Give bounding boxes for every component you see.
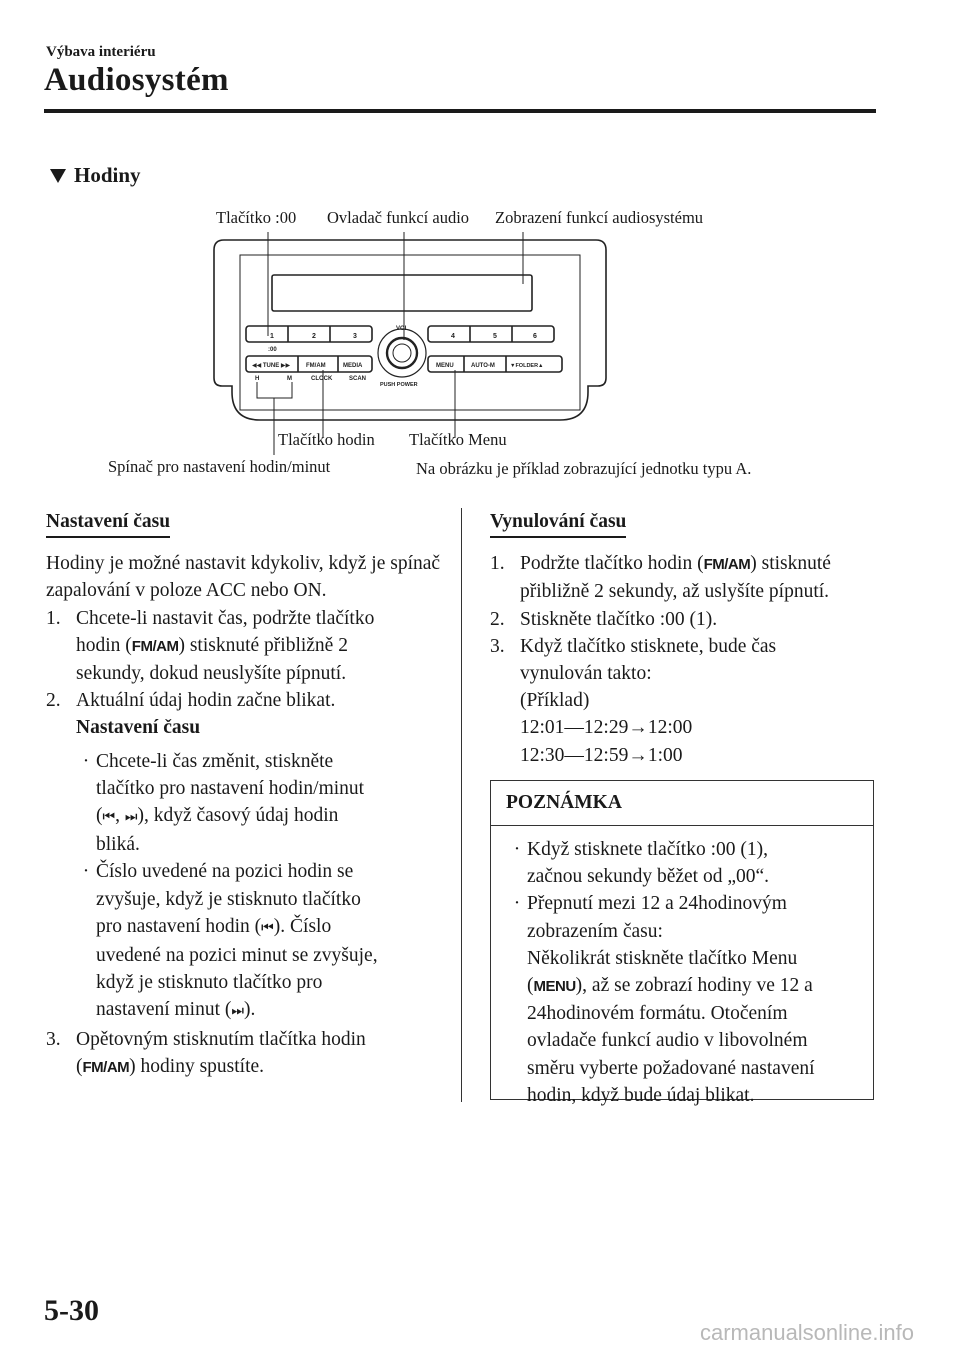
reset-step-2 <box>490 606 890 633</box>
tune-label: ◀◀ TUNE ▶▶ <box>252 363 291 369</box>
step-text: ) stisknuté přibližně 2 <box>178 634 348 656</box>
step-text: 12:30―12:59→1:00 <box>520 744 683 766</box>
note-text: Přepnutí mezi 12 a 24hodinovým <box>527 893 787 915</box>
left-column <box>46 508 446 1081</box>
sub-label-clock: CLOCK <box>311 376 333 382</box>
fm-am-label: FM/AM <box>306 363 326 369</box>
note-text: ovladače funkcí audio v libovolném <box>527 1030 808 1052</box>
bullet-text: zvyšuje, když je stisknuto tlačítko <box>96 888 361 910</box>
step-text: ) hodiny spustíte. <box>129 1055 265 1077</box>
bullet-text: tlačítko pro nastavení hodin/minut <box>96 777 365 799</box>
bullet-dot-icon: · <box>513 839 521 860</box>
note-text: ( <box>527 975 534 997</box>
callout-hour-minute-switch: Spínač pro nastavení hodin/minut <box>108 457 331 476</box>
right-subheading: Vynulování času <box>490 508 626 538</box>
section-label: Výbava interiéru <box>46 44 156 60</box>
preset-4-label: 4 <box>451 333 455 340</box>
step-text: přibližně 2 sekundy, až uslyšíte pípnutí. <box>520 581 830 603</box>
bullet-dot-icon: · <box>82 861 90 883</box>
preset-3-label: 3 <box>353 333 357 340</box>
fm-am-key-icon: FM/AM <box>703 556 751 574</box>
bullet-text: ). <box>244 999 256 1021</box>
step-text: Stiskněte tlačítko :00 (1). <box>520 608 718 630</box>
sub-label-scan: SCAN <box>349 376 367 382</box>
bullet-text: nastavení minut ( <box>96 999 232 1021</box>
step-number: 1. <box>490 553 505 575</box>
step-text: ) stisknuté <box>750 553 831 575</box>
step-text: Aktuální údaj hodin začne blikat. <box>76 690 336 712</box>
step-text: Podržte tlačítko hodin ( <box>520 553 704 575</box>
audio-unit-illustration <box>0 0 960 500</box>
step-text: (Příklad) <box>520 690 590 712</box>
auto-m-label: AUTO-M <box>471 363 495 369</box>
bullet-dot-icon: · <box>82 750 90 772</box>
bullet-text: když je stisknuto tlačítko pro <box>96 972 323 994</box>
intro-paragraph: Hodiny je možné nastavit kdykoliv, když je spínač zapalování v poloze ACC nebo ON. <box>46 553 441 602</box>
sub-label-00: :00 <box>268 347 277 353</box>
media-label: MEDIA <box>343 363 363 369</box>
push-power-label: PUSH POWER <box>380 382 418 388</box>
callout-audio-knob: Ovladač funkcí audio <box>327 208 470 227</box>
bullet-text: ), když časový údaj hodin <box>137 805 339 827</box>
note-text: Když stisknete tlačítko :00 (1), <box>527 839 768 860</box>
bullet-text: uvedené na pozici minut se zvyšuje, <box>96 945 378 967</box>
section-heading-text: Hodiny <box>74 163 141 187</box>
step-text: Opětovným stisknutím tlačítka hodin <box>76 1028 366 1050</box>
step-number: 2. <box>490 608 505 630</box>
note-bullet <box>491 836 863 890</box>
vol-label: VOL <box>396 326 409 332</box>
step-3 <box>46 1026 446 1081</box>
reset-step-3 <box>490 633 890 769</box>
note-box <box>490 780 874 1106</box>
bullet-dot-icon: · <box>513 893 521 915</box>
sub-label-h: H <box>255 376 260 382</box>
fm-am-key-icon: FM/AM <box>131 637 179 655</box>
skip-back-icon: ⏮ <box>261 919 274 936</box>
menu-label: MENU <box>436 363 454 369</box>
skip-back-icon: ⏮ <box>102 809 116 826</box>
figure-caption: Na obrázku je příklad zobrazující jednotku typu A. <box>416 459 752 478</box>
step-2 <box>46 687 446 741</box>
step-text: sekundy, dokud neuslyšíte pípnutí. <box>76 663 347 685</box>
reset-step-1 <box>490 550 890 605</box>
page-number: 5-30 <box>44 1294 99 1327</box>
step-number: 3. <box>490 635 505 657</box>
preset-5-label: 5 <box>493 333 497 340</box>
note-bullet <box>491 890 863 1109</box>
note-text: hodin, když bude údaj blikat. <box>527 1084 755 1106</box>
sub-label-m: M <box>287 376 292 382</box>
step-text: 12:01―12:29→12:00 <box>520 717 693 739</box>
right-column <box>490 508 890 769</box>
preset-1-label: 1 <box>270 333 274 340</box>
step-text: hodin ( <box>76 634 132 656</box>
callout-audio-display: Zobrazení funkcí audiosystému <box>495 208 704 227</box>
callout-menu-button: Tlačítko Menu <box>409 430 507 449</box>
step-text: Když tlačítko stisknete, bude čas <box>520 635 777 657</box>
step-number: 3. <box>46 1028 61 1050</box>
fm-am-key-icon: FM/AM <box>82 1058 130 1076</box>
note-text: ), až se zobrazí hodiny ve 12 a <box>575 975 813 997</box>
step-text: Chcete-li nastavit čas, podržte tlačítko <box>76 607 375 629</box>
note-text: zobrazením času: <box>527 920 663 942</box>
bullet-text: Chcete-li čas změnit, stiskněte <box>96 750 334 772</box>
callout-button-00: Tlačítko :00 <box>216 208 297 227</box>
step-1 <box>46 605 446 688</box>
bullet-text: ). Číslo <box>273 915 332 937</box>
skip-forward-icon: ⏭ <box>124 809 138 826</box>
note-text: Několikrát stiskněte tlačítko Menu <box>527 947 798 969</box>
bullet-text: pro nastavení hodin ( <box>96 915 262 937</box>
left-subheading: Nastavení času <box>46 508 170 538</box>
menu-key-icon: MENU <box>533 978 576 996</box>
step-number: 2. <box>46 690 61 712</box>
step-text: ( <box>76 1055 83 1077</box>
watermark: carmanualsonline.info <box>699 1320 914 1345</box>
note-heading: POZNÁMKA <box>491 781 873 826</box>
skip-forward-icon: ⏭ <box>231 1003 244 1020</box>
note-text: směru vyberte požadované nastavení <box>527 1057 815 1079</box>
note-text: začnou sekundy běžet od „00“. <box>527 866 770 888</box>
note-text: 24hodinovém formátu. Otočením <box>527 1003 788 1025</box>
column-divider <box>461 508 462 1102</box>
bullet-text: ( <box>96 805 103 827</box>
step-number: 1. <box>46 607 61 629</box>
page-title: Audiosystém <box>44 62 229 98</box>
step-text: vynulován takto: <box>520 663 652 685</box>
bullet-text: , <box>115 805 125 827</box>
folder-label: ▼FOLDER▲ <box>510 363 544 369</box>
bullet-item <box>46 858 446 1025</box>
bullet-text: bliká. <box>96 834 140 856</box>
preset-2-label: 2 <box>312 333 316 340</box>
preset-6-label: 6 <box>533 333 537 340</box>
bullet-item <box>46 748 446 859</box>
bullet-text: Číslo uvedené na pozici hodin se <box>96 861 354 883</box>
callout-clock-button: Tlačítko hodin <box>278 430 375 449</box>
inline-subheading: Nastavení času <box>76 717 201 739</box>
